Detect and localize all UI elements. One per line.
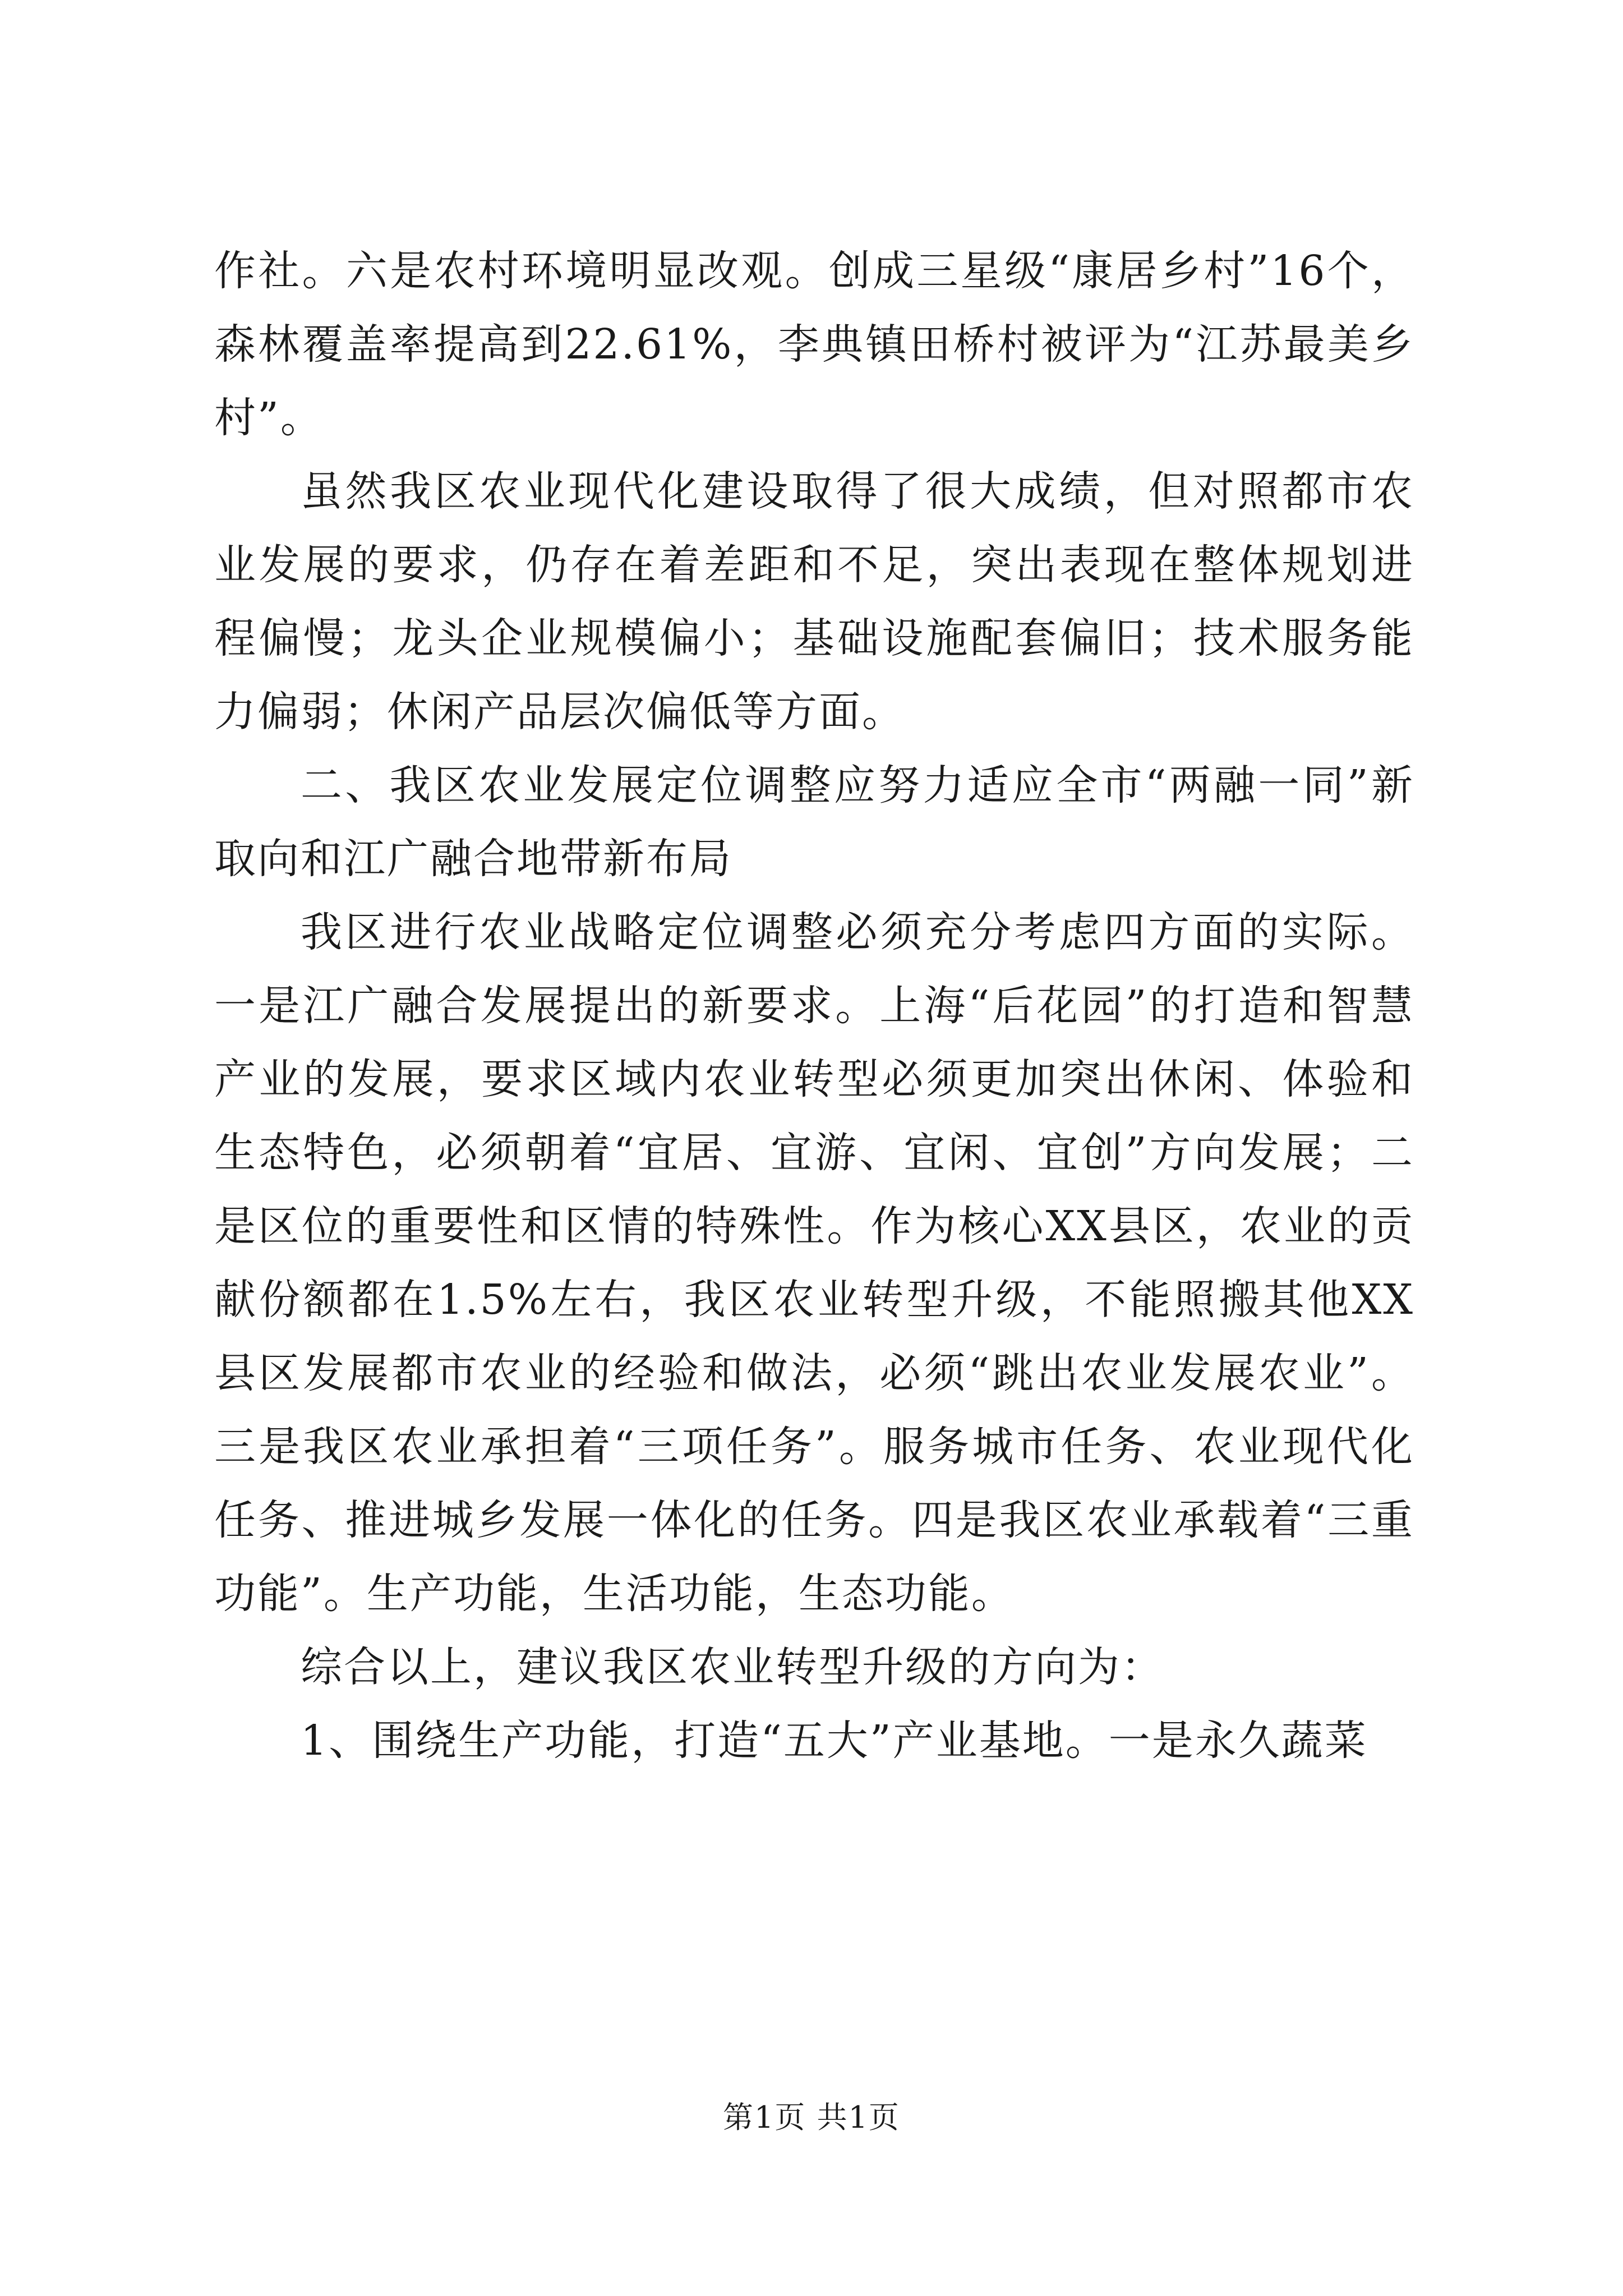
paragraph-summary: 综合以上，建议我区农业转型升级的方向为： bbox=[301, 1643, 1164, 1691]
paragraph-item-one: 1、围绕生产功能，打造“五大”产业基地。一是永久蔬菜 bbox=[301, 1717, 1368, 1765]
paragraph-four-aspects: 我区进行农业战略定位调整必须充分考虑四方面的实际。一是江广融合发展提出的新要求。上海“后花园”的打造和智慧产业的发展，要求区域内农业转型必须更加突出休闲、体验和生态特色，必须朝着“宜居、宜游、宜闲、宜创”方向发展；二是区位的重要性和区情的特殊性。作为核心XX县区，农业的贡献份额都在1.5%左右，我区农业转型升级，不能照搬其他XX县区发展都市农业的经验和做法，必须“跳出农业发展农业”。三是我区农业承担着“三项任务”。服务城市任务、农业现代化任务、推进城乡发展一体化的任务。四是我区农业承载着“三重功能”。生产功能，生活功能，生态功能。 bbox=[214, 908, 1414, 1618]
section-heading-two: 二、我区农业发展定位调整应努力适应全市“两融一同”新取向和江广融合地带新布局 bbox=[214, 761, 1414, 883]
paragraph-continuation: 作社。六是农村环境明显改观。创成三星级“康居乡村”16个，森林覆盖率提高到22.61%，李典镇田桥村被评为“江苏最美乡村”。 bbox=[214, 247, 1414, 442]
paragraph-shortcomings: 虽然我区农业现代化建设取得了很大成绩，但对照都市农业发展的要求，仍存在着差距和不足，突出表现在整体规划进程偏慢；龙头企业规模偏小；基础设施配套偏旧；技术服务能力偏弱；休闲产品层次偏低等方面。 bbox=[214, 467, 1414, 736]
page-footer: 第1页 共1页 bbox=[723, 2100, 900, 2135]
document-body bbox=[214, 234, 1414, 1778]
